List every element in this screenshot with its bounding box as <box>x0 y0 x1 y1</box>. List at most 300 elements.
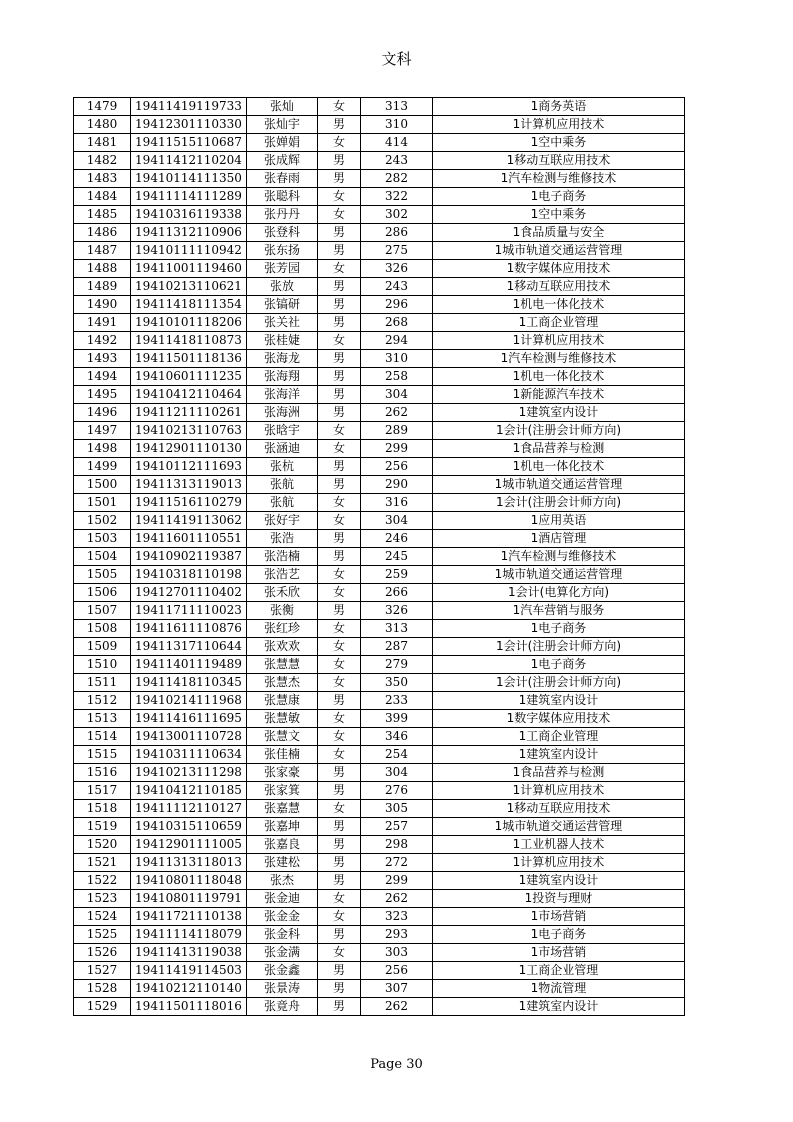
gender-cell: 男 <box>318 170 361 188</box>
gender-cell: 女 <box>318 260 361 278</box>
major-cell: 1汽车检测与维修技术 <box>433 170 685 188</box>
roster-body <box>74 98 685 1016</box>
exam-id-cell: 19412301110330 <box>131 116 247 134</box>
score-cell: 282 <box>361 170 433 188</box>
seq-number-cell: 1479 <box>74 98 131 116</box>
exam-id-cell: 19410112111693 <box>131 458 247 476</box>
seq-number-cell: 1499 <box>74 458 131 476</box>
seq-number-cell: 1506 <box>74 584 131 602</box>
exam-id-cell: 19411515110687 <box>131 134 247 152</box>
seq-number-cell: 1484 <box>74 188 131 206</box>
exam-id-cell: 19410318110198 <box>131 566 247 584</box>
student-name-cell: 张欢欢 <box>247 638 318 656</box>
gender-cell: 男 <box>318 962 361 980</box>
student-name-cell: 张东扬 <box>247 242 318 260</box>
score-cell: 304 <box>361 386 433 404</box>
student-name-cell: 张航 <box>247 494 318 512</box>
seq-number-cell: 1491 <box>74 314 131 332</box>
table-row <box>74 926 685 944</box>
gender-cell: 男 <box>318 548 361 566</box>
exam-id-cell: 19411001119460 <box>131 260 247 278</box>
score-cell: 298 <box>361 836 433 854</box>
major-cell: 1城市轨道交通运营管理 <box>433 566 685 584</box>
table-row <box>74 998 685 1016</box>
major-cell: 1计算机应用技术 <box>433 116 685 134</box>
major-cell: 1电子商务 <box>433 188 685 206</box>
student-name-cell: 张登科 <box>247 224 318 242</box>
exam-id-cell: 19411711110023 <box>131 602 247 620</box>
student-name-cell: 张聪科 <box>247 188 318 206</box>
table-row <box>74 188 685 206</box>
seq-number-cell: 1488 <box>74 260 131 278</box>
gender-cell: 女 <box>318 638 361 656</box>
gender-cell: 男 <box>318 404 361 422</box>
student-name-cell: 张桂婕 <box>247 332 318 350</box>
major-cell: 1会计(电算化方向) <box>433 584 685 602</box>
gender-cell: 男 <box>318 368 361 386</box>
seq-number-cell: 1486 <box>74 224 131 242</box>
seq-number-cell: 1504 <box>74 548 131 566</box>
table-row <box>74 728 685 746</box>
exam-id-cell: 19410311110634 <box>131 746 247 764</box>
score-cell: 246 <box>361 530 433 548</box>
seq-number-cell: 1497 <box>74 422 131 440</box>
seq-number-cell: 1482 <box>74 152 131 170</box>
exam-id-cell: 19411419113062 <box>131 512 247 530</box>
table-row <box>74 386 685 404</box>
student-name-cell: 张嘉坤 <box>247 818 318 836</box>
seq-number-cell: 1495 <box>74 386 131 404</box>
student-name-cell: 张金科 <box>247 926 318 944</box>
major-cell: 1建筑室内设计 <box>433 998 685 1016</box>
table-row <box>74 260 685 278</box>
student-name-cell: 张杭 <box>247 458 318 476</box>
gender-cell: 女 <box>318 674 361 692</box>
gender-cell: 男 <box>318 998 361 1016</box>
gender-cell: 男 <box>318 242 361 260</box>
table-row <box>74 710 685 728</box>
major-cell: 1城市轨道交通运营管理 <box>433 242 685 260</box>
score-cell: 294 <box>361 332 433 350</box>
student-name-cell: 张海洋 <box>247 386 318 404</box>
seq-number-cell: 1525 <box>74 926 131 944</box>
exam-id-cell: 19411418110345 <box>131 674 247 692</box>
exam-id-cell: 19411313118013 <box>131 854 247 872</box>
table-row <box>74 800 685 818</box>
table-row <box>74 368 685 386</box>
student-name-cell: 张慧敏 <box>247 710 318 728</box>
score-cell: 316 <box>361 494 433 512</box>
table-row <box>74 638 685 656</box>
exam-id-cell: 19411114111289 <box>131 188 247 206</box>
student-name-cell: 张金满 <box>247 944 318 962</box>
gender-cell: 男 <box>318 476 361 494</box>
gender-cell: 女 <box>318 188 361 206</box>
major-cell: 1机电一体化技术 <box>433 458 685 476</box>
major-cell: 1机电一体化技术 <box>433 368 685 386</box>
exam-id-cell: 19410213111298 <box>131 764 247 782</box>
score-cell: 305 <box>361 800 433 818</box>
seq-number-cell: 1500 <box>74 476 131 494</box>
gender-cell: 女 <box>318 332 361 350</box>
page-header-title: 文科 <box>381 50 412 68</box>
student-name-cell: 张建松 <box>247 854 318 872</box>
gender-cell: 女 <box>318 422 361 440</box>
student-name-cell: 张浩楠 <box>247 548 318 566</box>
table-row <box>74 566 685 584</box>
seq-number-cell: 1514 <box>74 728 131 746</box>
score-cell: 307 <box>361 980 433 998</box>
score-cell: 299 <box>361 872 433 890</box>
score-cell: 326 <box>361 260 433 278</box>
student-name-cell: 张航 <box>247 476 318 494</box>
seq-number-cell: 1485 <box>74 206 131 224</box>
seq-number-cell: 1503 <box>74 530 131 548</box>
score-cell: 313 <box>361 620 433 638</box>
major-cell: 1汽车检测与维修技术 <box>433 548 685 566</box>
major-cell: 1城市轨道交通运营管理 <box>433 818 685 836</box>
major-cell: 1移动互联应用技术 <box>433 152 685 170</box>
exam-id-cell: 19411413119038 <box>131 944 247 962</box>
major-cell: 1食品营养与检测 <box>433 764 685 782</box>
gender-cell: 男 <box>318 980 361 998</box>
exam-id-cell: 19411412110204 <box>131 152 247 170</box>
score-cell: 233 <box>361 692 433 710</box>
gender-cell: 男 <box>318 818 361 836</box>
major-cell: 1计算机应用技术 <box>433 854 685 872</box>
score-cell: 272 <box>361 854 433 872</box>
table-row <box>74 224 685 242</box>
student-name-cell: 张关社 <box>247 314 318 332</box>
exam-id-cell: 19411112110127 <box>131 800 247 818</box>
table-row <box>74 944 685 962</box>
gender-cell: 女 <box>318 512 361 530</box>
seq-number-cell: 1518 <box>74 800 131 818</box>
major-cell: 1会计(注册会计师方向) <box>433 422 685 440</box>
major-cell: 1应用英语 <box>433 512 685 530</box>
score-cell: 279 <box>361 656 433 674</box>
seq-number-cell: 1520 <box>74 836 131 854</box>
major-cell: 1移动互联应用技术 <box>433 278 685 296</box>
score-cell: 303 <box>361 944 433 962</box>
major-cell: 1市场营销 <box>433 908 685 926</box>
exam-id-cell: 19411419114503 <box>131 962 247 980</box>
major-cell: 1建筑室内设计 <box>433 404 685 422</box>
table-row <box>74 242 685 260</box>
gender-cell: 男 <box>318 224 361 242</box>
exam-id-cell: 19410412110464 <box>131 386 247 404</box>
student-name-cell: 张芳园 <box>247 260 318 278</box>
seq-number-cell: 1515 <box>74 746 131 764</box>
gender-cell: 男 <box>318 836 361 854</box>
table-row <box>74 476 685 494</box>
exam-id-cell: 19411601110551 <box>131 530 247 548</box>
student-name-cell: 张海洲 <box>247 404 318 422</box>
exam-id-cell: 19411501118016 <box>131 998 247 1016</box>
major-cell: 1工商企业管理 <box>433 728 685 746</box>
major-cell: 1工商企业管理 <box>433 314 685 332</box>
major-cell: 1移动互联应用技术 <box>433 800 685 818</box>
gender-cell: 男 <box>318 350 361 368</box>
gender-cell: 男 <box>318 854 361 872</box>
score-cell: 243 <box>361 278 433 296</box>
gender-cell: 女 <box>318 620 361 638</box>
student-name-cell: 张灿 <box>247 98 318 116</box>
table-row <box>74 98 685 116</box>
major-cell: 1工业机器人技术 <box>433 836 685 854</box>
table-row <box>74 980 685 998</box>
exam-id-cell: 19411313119013 <box>131 476 247 494</box>
score-cell: 322 <box>361 188 433 206</box>
table-row <box>74 872 685 890</box>
gender-cell: 男 <box>318 116 361 134</box>
table-row <box>74 602 685 620</box>
score-cell: 414 <box>361 134 433 152</box>
exam-id-cell: 19411516110279 <box>131 494 247 512</box>
seq-number-cell: 1498 <box>74 440 131 458</box>
exam-id-cell: 19410212110140 <box>131 980 247 998</box>
score-cell: 256 <box>361 962 433 980</box>
exam-id-cell: 19410902119387 <box>131 548 247 566</box>
seq-number-cell: 1507 <box>74 602 131 620</box>
score-cell: 256 <box>361 458 433 476</box>
seq-number-cell: 1487 <box>74 242 131 260</box>
student-name-cell: 张慧杰 <box>247 674 318 692</box>
major-cell: 1计算机应用技术 <box>433 332 685 350</box>
gender-cell: 女 <box>318 746 361 764</box>
seq-number-cell: 1522 <box>74 872 131 890</box>
table-row <box>74 764 685 782</box>
major-cell: 1汽车检测与维修技术 <box>433 350 685 368</box>
table-row <box>74 404 685 422</box>
major-cell: 1酒店管理 <box>433 530 685 548</box>
table-row <box>74 620 685 638</box>
gender-cell: 男 <box>318 926 361 944</box>
seq-number-cell: 1511 <box>74 674 131 692</box>
major-cell: 1电子商务 <box>433 926 685 944</box>
score-cell: 323 <box>361 908 433 926</box>
seq-number-cell: 1502 <box>74 512 131 530</box>
table-row <box>74 152 685 170</box>
gender-cell: 女 <box>318 890 361 908</box>
gender-cell: 男 <box>318 458 361 476</box>
seq-number-cell: 1524 <box>74 908 131 926</box>
score-cell: 243 <box>361 152 433 170</box>
seq-number-cell: 1519 <box>74 818 131 836</box>
score-cell: 257 <box>361 818 433 836</box>
exam-id-cell: 19412901110130 <box>131 440 247 458</box>
exam-id-cell: 19411312110906 <box>131 224 247 242</box>
score-cell: 304 <box>361 512 433 530</box>
exam-id-cell: 19410213110621 <box>131 278 247 296</box>
student-name-cell: 张涵迪 <box>247 440 318 458</box>
table-row <box>74 530 685 548</box>
exam-id-cell: 19410111110942 <box>131 242 247 260</box>
score-cell: 290 <box>361 476 433 494</box>
table-row <box>74 278 685 296</box>
major-cell: 1商务英语 <box>433 98 685 116</box>
score-cell: 262 <box>361 998 433 1016</box>
student-name-cell: 张慧康 <box>247 692 318 710</box>
exam-id-cell: 19411611110876 <box>131 620 247 638</box>
seq-number-cell: 1509 <box>74 638 131 656</box>
score-cell: 275 <box>361 242 433 260</box>
major-cell: 1空中乘务 <box>433 206 685 224</box>
gender-cell: 男 <box>318 314 361 332</box>
student-name-cell: 张浩艺 <box>247 566 318 584</box>
student-name-cell: 张晗宇 <box>247 422 318 440</box>
table-row <box>74 818 685 836</box>
student-name-cell: 张红珍 <box>247 620 318 638</box>
gender-cell: 男 <box>318 782 361 800</box>
exam-id-cell: 19411418110873 <box>131 332 247 350</box>
major-cell: 1城市轨道交通运营管理 <box>433 476 685 494</box>
seq-number-cell: 1521 <box>74 854 131 872</box>
student-name-cell: 张婵娟 <box>247 134 318 152</box>
exam-id-cell: 19411501118136 <box>131 350 247 368</box>
student-name-cell: 张禾欣 <box>247 584 318 602</box>
score-cell: 350 <box>361 674 433 692</box>
exam-id-cell: 19411416111695 <box>131 710 247 728</box>
score-cell: 268 <box>361 314 433 332</box>
score-cell: 289 <box>361 422 433 440</box>
student-name-cell: 张家箕 <box>247 782 318 800</box>
score-cell: 296 <box>361 296 433 314</box>
student-name-cell: 张成辉 <box>247 152 318 170</box>
table-row <box>74 674 685 692</box>
student-name-cell: 张镐研 <box>247 296 318 314</box>
exam-id-cell: 19410214111968 <box>131 692 247 710</box>
major-cell: 1食品质量与安全 <box>433 224 685 242</box>
exam-id-cell: 19411317110644 <box>131 638 247 656</box>
gender-cell: 男 <box>318 602 361 620</box>
student-name-cell: 张海翔 <box>247 368 318 386</box>
table-row <box>74 296 685 314</box>
score-cell: 310 <box>361 350 433 368</box>
student-name-cell: 张浩 <box>247 530 318 548</box>
table-row <box>74 962 685 980</box>
table-row <box>74 170 685 188</box>
table-row <box>74 584 685 602</box>
table-row <box>74 692 685 710</box>
major-cell: 1食品营养与检测 <box>433 440 685 458</box>
seq-number-cell: 1494 <box>74 368 131 386</box>
seq-number-cell: 1505 <box>74 566 131 584</box>
table-row <box>74 548 685 566</box>
student-name-cell: 张家豪 <box>247 764 318 782</box>
major-cell: 1计算机应用技术 <box>433 782 685 800</box>
score-cell: 299 <box>361 440 433 458</box>
major-cell: 1数字媒体应用技术 <box>433 710 685 728</box>
exam-id-cell: 19411211110261 <box>131 404 247 422</box>
student-name-cell: 张杰 <box>247 872 318 890</box>
gender-cell: 女 <box>318 98 361 116</box>
major-cell: 1机电一体化技术 <box>433 296 685 314</box>
gender-cell: 女 <box>318 944 361 962</box>
student-name-cell: 张佳楠 <box>247 746 318 764</box>
major-cell: 1电子商务 <box>433 620 685 638</box>
seq-number-cell: 1492 <box>74 332 131 350</box>
seq-number-cell: 1490 <box>74 296 131 314</box>
table-row <box>74 116 685 134</box>
major-cell: 1工商企业管理 <box>433 962 685 980</box>
table-row <box>74 206 685 224</box>
student-name-cell: 张放 <box>247 278 318 296</box>
seq-number-cell: 1481 <box>74 134 131 152</box>
exam-id-cell: 19411721110138 <box>131 908 247 926</box>
major-cell: 1电子商务 <box>433 656 685 674</box>
student-name-cell: 张灿宇 <box>247 116 318 134</box>
gender-cell: 女 <box>318 134 361 152</box>
exam-id-cell: 19413001110728 <box>131 728 247 746</box>
table-row <box>74 854 685 872</box>
gender-cell: 女 <box>318 440 361 458</box>
table-row <box>74 440 685 458</box>
score-cell: 310 <box>361 116 433 134</box>
score-cell: 254 <box>361 746 433 764</box>
gender-cell: 女 <box>318 584 361 602</box>
score-cell: 313 <box>361 98 433 116</box>
page-number: Page 30 <box>370 1057 423 1072</box>
score-cell: 276 <box>361 782 433 800</box>
table-row <box>74 494 685 512</box>
major-cell: 1数字媒体应用技术 <box>433 260 685 278</box>
table-row <box>74 134 685 152</box>
seq-number-cell: 1501 <box>74 494 131 512</box>
table-row <box>74 890 685 908</box>
score-cell: 399 <box>361 710 433 728</box>
student-name-cell: 张嘉慧 <box>247 800 318 818</box>
table-row <box>74 314 685 332</box>
student-name-cell: 张竟舟 <box>247 998 318 1016</box>
score-cell: 262 <box>361 890 433 908</box>
student-name-cell: 张春雨 <box>247 170 318 188</box>
gender-cell: 男 <box>318 278 361 296</box>
exam-id-cell: 19410315110659 <box>131 818 247 836</box>
score-cell: 262 <box>361 404 433 422</box>
table-row <box>74 350 685 368</box>
student-name-cell: 张金迪 <box>247 890 318 908</box>
exam-id-cell: 19410601111235 <box>131 368 247 386</box>
major-cell: 1投资与理财 <box>433 890 685 908</box>
major-cell: 1建筑室内设计 <box>433 872 685 890</box>
major-cell: 1物流管理 <box>433 980 685 998</box>
exam-id-cell: 19410114111350 <box>131 170 247 188</box>
gender-cell: 男 <box>318 872 361 890</box>
seq-number-cell: 1528 <box>74 980 131 998</box>
seq-number-cell: 1483 <box>74 170 131 188</box>
exam-id-cell: 19410316119338 <box>131 206 247 224</box>
gender-cell: 女 <box>318 656 361 674</box>
gender-cell: 男 <box>318 386 361 404</box>
table-row <box>74 746 685 764</box>
gender-cell: 男 <box>318 152 361 170</box>
student-name-cell: 张慧文 <box>247 728 318 746</box>
score-cell: 258 <box>361 368 433 386</box>
exam-id-cell: 19410801119791 <box>131 890 247 908</box>
student-name-cell: 张丹丹 <box>247 206 318 224</box>
major-cell: 1汽车营销与服务 <box>433 602 685 620</box>
exam-id-cell: 19410412110185 <box>131 782 247 800</box>
student-name-cell: 张衡 <box>247 602 318 620</box>
student-name-cell: 张景涛 <box>247 980 318 998</box>
seq-number-cell: 1529 <box>74 998 131 1016</box>
seq-number-cell: 1480 <box>74 116 131 134</box>
student-name-cell: 张海龙 <box>247 350 318 368</box>
exam-id-cell: 19410213110763 <box>131 422 247 440</box>
score-cell: 302 <box>361 206 433 224</box>
student-name-cell: 张金金 <box>247 908 318 926</box>
